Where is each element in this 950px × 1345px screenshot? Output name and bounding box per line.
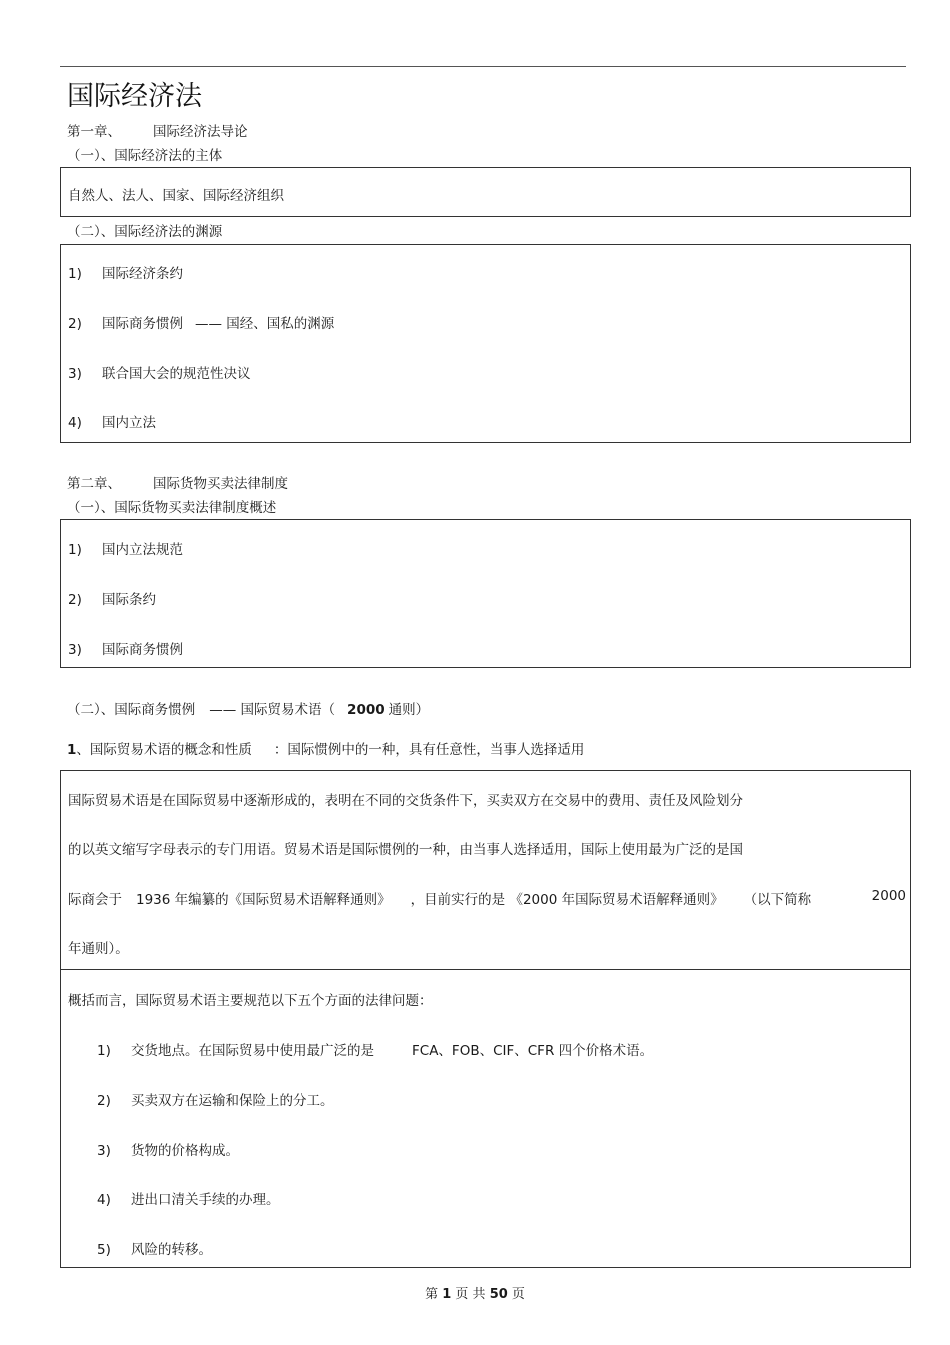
chapter-1-title: 国际经济法导论 xyxy=(153,124,248,140)
subjects-text: 自然人、法人、国家、国际经济组织 xyxy=(68,188,284,204)
sources-box xyxy=(60,244,911,443)
chapter-1-number: 第一章、 xyxy=(67,124,121,140)
issue-item: 2) 买卖双方在运输和保险上的分工。 xyxy=(97,1093,334,1109)
overview-item: 3) 国际商务惯例 xyxy=(68,642,183,658)
source-item: 4) 国内立法 xyxy=(68,415,156,431)
total-page-count: 50 xyxy=(489,1287,508,1302)
source-item: 2) 国际商务惯例 —— 国经、国私的渊源 xyxy=(68,316,335,332)
overview-item: 1) 国内立法规范 xyxy=(68,542,183,558)
current-page-number: 1 xyxy=(442,1287,452,1302)
issues-intro: 概括而言，国际贸易术语主要规范以下五个方面的法律问题： xyxy=(68,993,433,1009)
chapter-1-heading xyxy=(67,120,248,140)
definition-line-4: 年通则）。 xyxy=(68,941,129,957)
issue-item: 5) 风险的转移。 xyxy=(97,1242,212,1258)
page-footer: 第 1 页 共 50 页 xyxy=(425,1287,525,1302)
subjects-box xyxy=(60,167,911,217)
overview-box xyxy=(60,519,911,668)
section-incoterms-title: （二）、国际商务惯例 —— 国际贸易术语（ 2000 通则） xyxy=(67,702,430,718)
section-overview-title: （一）、国际货物买卖法律制度概述 xyxy=(67,500,277,516)
definition-line-1: 国际贸易术语是在国际贸易中逐渐形成的，表明在不同的交货条件下，买卖双方在交易中的费用、责任及风险划分 xyxy=(68,793,743,809)
issue-item: 3) 货物的价格构成。 xyxy=(97,1143,239,1159)
source-item: 1) 国际经济条约 xyxy=(68,266,183,282)
issue-item: 4) 进出口清关手续的办理。 xyxy=(97,1192,280,1208)
definition-line-3: 际商会于 1936 年编纂的《国际贸易术语解释通则》 ，目前实行的是 《2000 年国际贸易术语解释通则》 （以下简称 2000 xyxy=(68,888,906,908)
issues-box xyxy=(60,969,911,1268)
chapter-2-title: 国际货物买卖法律制度 xyxy=(153,476,288,492)
incoterms-concept-line: 1、国际贸易术语的概念和性质 ：国际惯例中的一种，具有任意性，当事人选择适用 xyxy=(67,742,585,758)
definition-box xyxy=(60,770,911,970)
section-sources-title: （二）、国际经济法的渊源 xyxy=(67,224,223,240)
source-item: 3) 联合国大会的规范性决议 xyxy=(68,366,251,382)
document-title: 国际经济法 xyxy=(67,81,202,112)
section-subjects-title: （一）、国际经济法的主体 xyxy=(67,148,223,164)
top-rule xyxy=(60,66,906,67)
issue-item: 1) 交货地点。在国际贸易中使用最广泛的是 FCA、FOB、CIF、CFR 四个价格术语。 xyxy=(97,1043,654,1059)
overview-item: 2) 国际条约 xyxy=(68,592,156,608)
chapter-2-number: 第二章、 xyxy=(67,476,121,492)
chapter-2-heading xyxy=(67,472,288,492)
definition-line-2: 的以英文缩写字母表示的专门用语。贸易术语是国际惯例的一种，由当事人选择适用，国际上使用最为广泛的是国 xyxy=(68,842,743,858)
